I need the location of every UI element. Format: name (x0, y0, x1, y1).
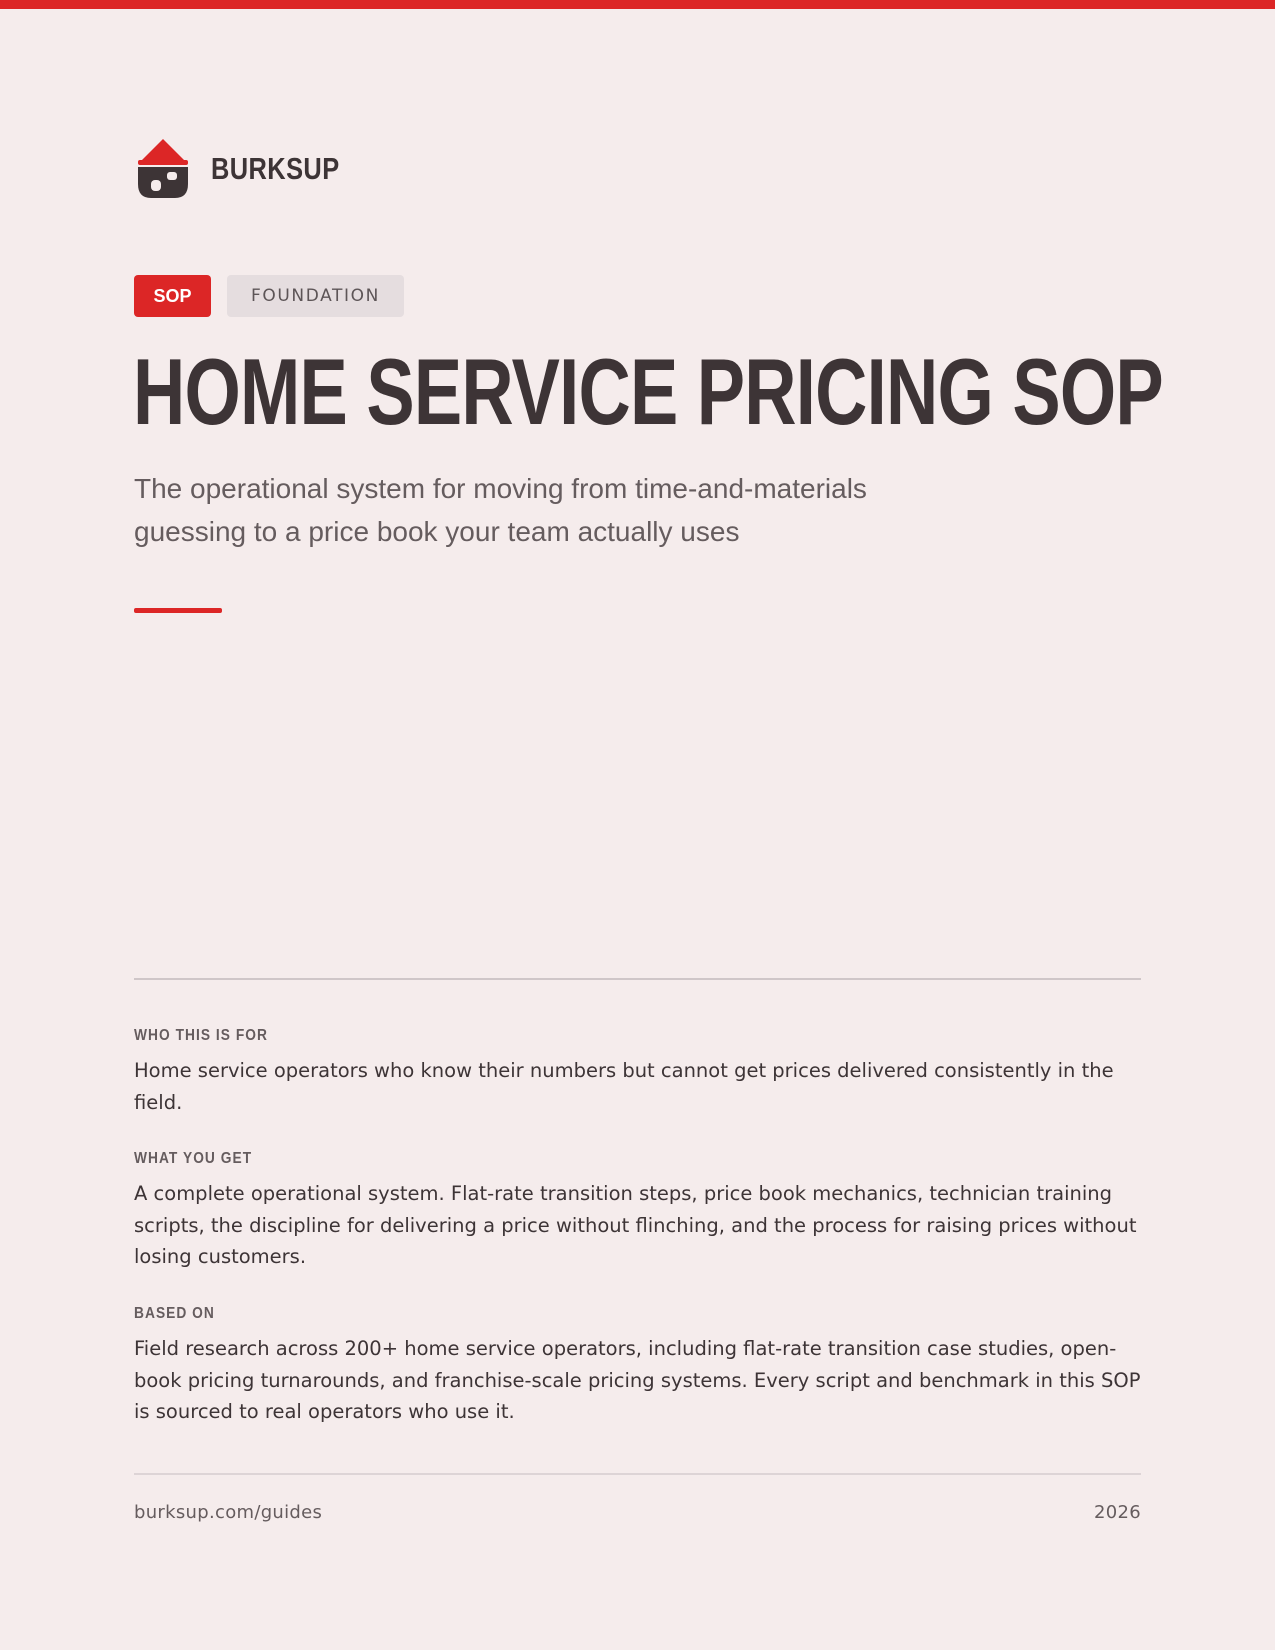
section-based-on (134, 1305, 1141, 1428)
page-title: HOME SERVICE PRICING SOP (133, 339, 1163, 444)
section-body: A complete operational system. Flat-rate transition steps, price book mechanics, technician training scripts, the discipline for delivering a price without flinching, and the process for raising prices without losing customers. (134, 1182, 1137, 1268)
section-label: WHAT YOU GET (134, 1150, 253, 1167)
footer-year: 2026 (1093, 1502, 1141, 1523)
section-who-this-is-for (134, 1027, 1141, 1118)
brand-logo[interactable] (134, 136, 368, 202)
burksup-logo-icon (134, 136, 192, 202)
page-subtitle: The operational system for moving from time-and-materials guessing to a price book your team actually uses (134, 473, 867, 547)
footer-divider (134, 1473, 1141, 1475)
tag-sop: SOP (134, 275, 211, 317)
section-divider (134, 978, 1141, 980)
brand-name: BURKSUP (211, 151, 340, 186)
tag-foundation: FOUNDATION (227, 275, 404, 317)
accent-divider (134, 608, 222, 613)
section-label: WHO THIS IS FOR (134, 1027, 268, 1044)
section-what-you-get (134, 1150, 1141, 1273)
section-body: Home service operators who know their numbers but cannot get prices delivered consistently in the field. (134, 1059, 1114, 1114)
section-body: Field research across 200+ home service operators, including flat-rate transition case studies, open-book pricing turnarounds, and franchise-scale pricing systems. Every script and benchmark in this SOP is sourced to real operators who use it. (134, 1337, 1141, 1423)
section-label: BASED ON (134, 1305, 215, 1322)
tag-row (134, 275, 404, 317)
footer-url-link[interactable]: burksup.com/guides (134, 1502, 323, 1523)
top-accent-bar (0, 0, 1275, 9)
